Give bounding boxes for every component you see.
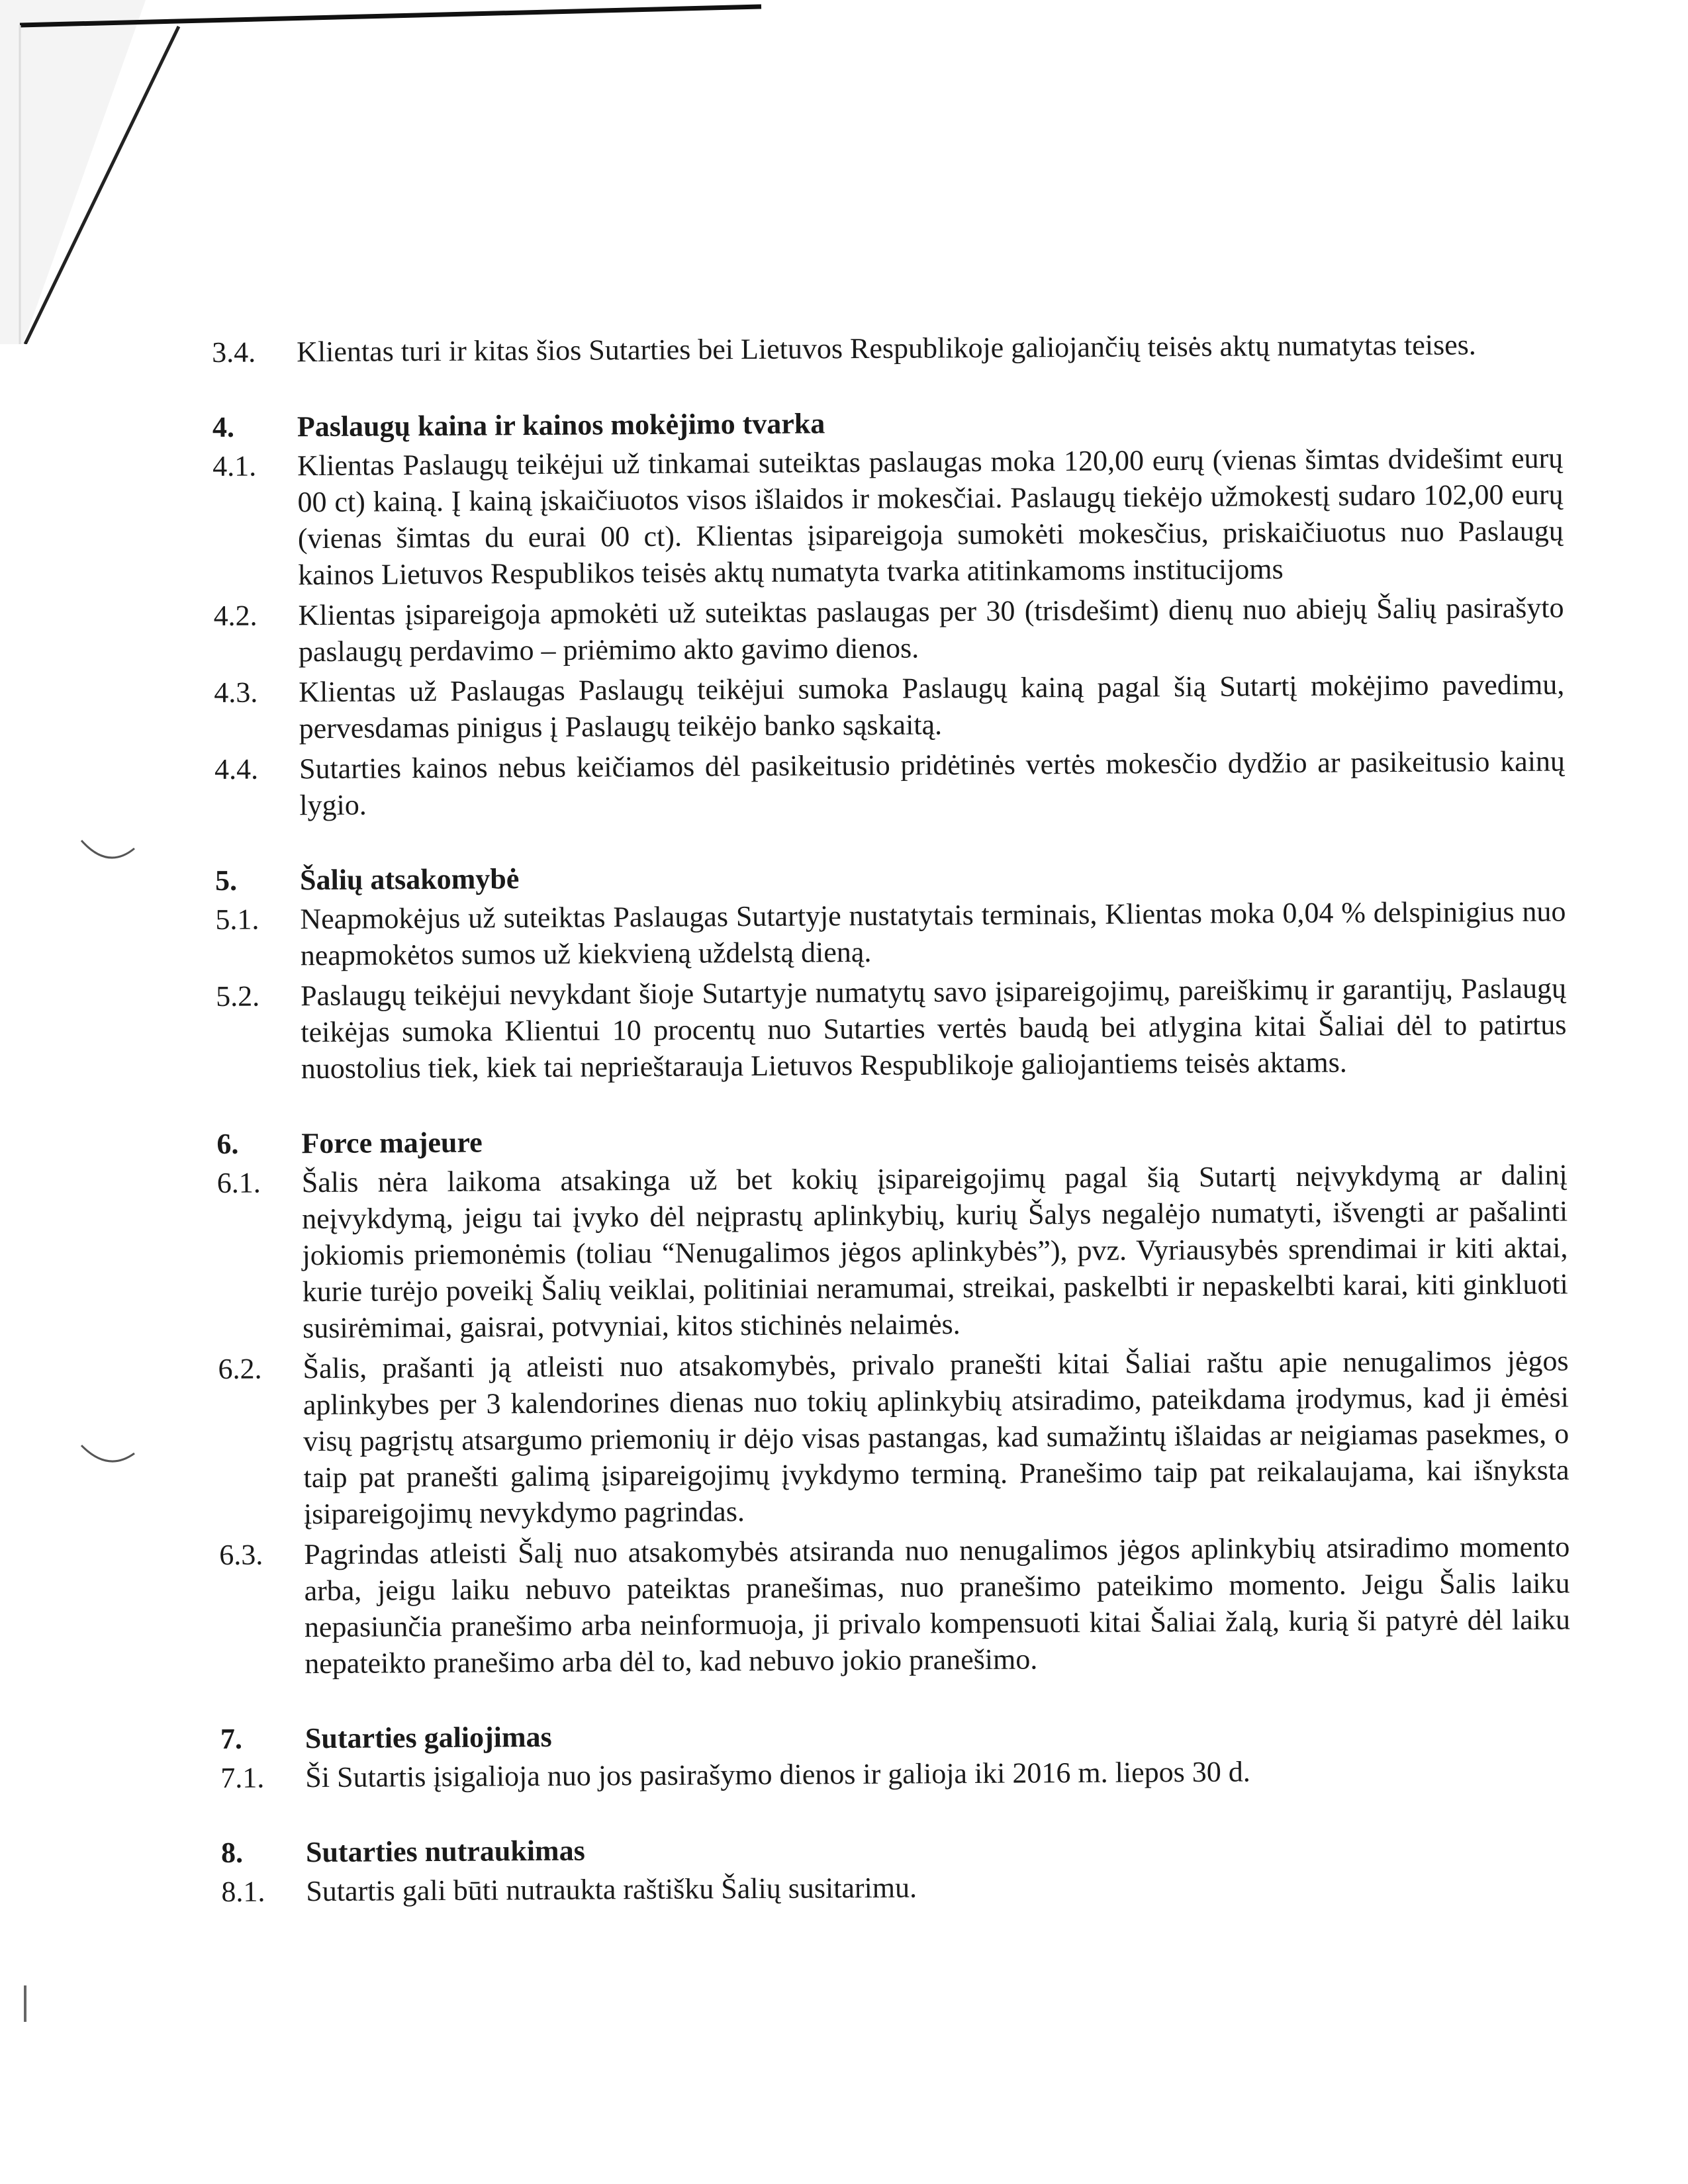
clause-number: 7.1. — [220, 1761, 265, 1794]
clause-number: 6.3. — [219, 1538, 263, 1571]
clause-number: 4.2. — [213, 599, 258, 632]
section-number: 4. — [212, 410, 235, 443]
section-number: 8. — [220, 1836, 244, 1869]
section-heading — [221, 1826, 1571, 1870]
margin-mark — [19, 1985, 32, 2025]
clause-number: 5.2. — [215, 979, 260, 1013]
clause-item — [216, 970, 1567, 1087]
clause-item — [215, 893, 1566, 974]
clause-item — [213, 590, 1564, 670]
clause-item — [214, 666, 1565, 747]
clause-text: Paslaugų teikėjui nevykdant šioje Sutartyje numatytų savo įsipareigojimų, pareiškimų ir garantijų, Paslaugų teikėjas sumoka Klientui 10 procentų nuo Sutarties vertės baudą bei atlygina kitai Šaliai dėl to patirtus nuostolius tiek, kiek tai neprieštarauja Lietuvos Respublikoje galiojantiems teisės aktams. — [300, 972, 1567, 1085]
clause-item — [214, 743, 1566, 824]
section-heading — [220, 1712, 1571, 1756]
clause-number: 6.1. — [216, 1166, 261, 1199]
clause-number: 5.1. — [215, 903, 259, 936]
section-title: Sutarties nutraukimas — [305, 1834, 585, 1869]
binder-hole-mark — [78, 1436, 138, 1476]
clause-number: 6.2. — [218, 1352, 262, 1385]
section-number: 5. — [214, 864, 238, 897]
clause-text: Sutartis gali būti nutraukta raštišku Šalių susitarimu. — [306, 1871, 917, 1908]
section-title: Paslaugų kaina ir kainos mokėjimo tvarka — [297, 407, 825, 443]
binder-hole-mark — [78, 834, 138, 874]
page-fold-edge — [0, 0, 1688, 344]
section-heading — [215, 854, 1566, 899]
section-title: Sutarties galiojimas — [305, 1720, 552, 1755]
section-number: 6. — [216, 1127, 239, 1160]
clause-text: Ši Sutartis įsigalioja nuo jos pasirašymo dienos ir galioja iki 2016 m. liepos 30 d. — [305, 1755, 1250, 1794]
clause-number: 4.3. — [214, 676, 258, 709]
section-number: 7. — [220, 1722, 243, 1755]
clause-text: Klientas turi ir kitas šios Sutarties bei Lietuvos Respublikoje galiojančių teisės aktų numatytas teises. — [297, 328, 1476, 369]
clause-number: 4.1. — [212, 449, 257, 482]
clause-text: Sutarties kainos nebus keičiamos dėl pasikeitusio pridėtinės vertės mokesčio dydžio ar pasikeitusio kainų lygio. — [299, 745, 1566, 822]
clause-text: Klientas Paslaugų teikėjui už tinkamai suteiktas paslaugas moka 120,00 eurų (vienas šimtas dvidešimt eurų 00 ct) kainą. Į kainą įskaičiuotos visos išlaidos ir mokesčiai. Paslaugų tiekėjo užmokestį sudaro 102,00 eurų (vienas šimtas du eurai 00 ct). Klientas įsipareigoja sumokėti mokesčius, priskaičiuotus nuo Paslaugų kainos Lietuvos Respublikos teisės aktų numatyta tvarka atitinkamoms institucijoms — [297, 441, 1564, 592]
clause-number: 8.1. — [221, 1875, 265, 1908]
clause-item — [219, 1529, 1570, 1682]
clause-text: Neapmokėjus už suteiktas Paslaugas Sutartyje nustatytais terminais, Klientas moka 0,04 % delspinigius nuo neapmokėtos sumos už kiekvieną uždelstą dieną. — [300, 895, 1566, 972]
clause-text: Šalis nėra laikoma atsakinga už bet kokių įsipareigojimų pagal šią Sutartį neįvykdymą ar dalinį neįvykdymą, jeigu tai įvyko dėl neįprastų aplinkybių, kurių Šalys negalėjo numatyti, išvengti ar pašalinti jokiomis priemonėmis (toliau “Nenugalimos jėgos aplinkybės”), pvz. Vyriausybės sprendimai ir kiti aktai, kurie turėjo poveikį Šalių veiklai, politiniai neramumai, streikai, paskelbti ir nepaskelbti karai, kiti ginkluoti susirėmimai, gaisrai, potvyniai, kitos stichinės nelaimės. — [301, 1158, 1568, 1345]
document-body — [212, 326, 1572, 1914]
section-heading — [212, 401, 1563, 445]
section-title: Šalių atsakomybė — [299, 862, 520, 897]
clause-number: 4.4. — [214, 752, 259, 786]
section-heading — [216, 1118, 1567, 1162]
clause-text: Pagrindas atleisti Šalį nuo atsakomybės atsiranda nuo nenugalimos jėgos aplinkybių atsiradimo momento arba, jeigu laiku nebuvo pateiktas pranešimas, nuo pranešimo pateikimo momento. Jeigu Šalis laiku nepasiunčia pranešimo arba neinformuoja, ji privalo kompensuoti kitai Šaliai žalą, kurią ši patyrė dėl laiku nepateikto pranešimo arba dėl to, kad nebuvo jokio pranešimo. — [304, 1530, 1571, 1680]
clause-item — [218, 1343, 1570, 1533]
clause-text: Klientas įsipareigoja apmokėti už suteiktas paslaugas per 30 (trisdešimt) dienų nuo abiejų Šalių pasirašyto paslaugų perdavimo – priėmimo akto gavimo dienos. — [298, 591, 1564, 668]
section-title: Force majeure — [301, 1126, 483, 1160]
clause-item — [212, 440, 1564, 594]
clause-number: 3.4. — [212, 336, 256, 369]
clause-text: Klientas už Paslaugas Paslaugų teikėjui sumoka Paslaugų kainą pagal šią Sutartį mokėjimo pavedimu, pervesdamas pinigus į Paslaugų teikėjo banko sąskaitą. — [299, 668, 1565, 745]
clause-item — [217, 1157, 1569, 1347]
clause-text: Šalis, prašanti ją atleisti nuo atsakomybės, privalo pranešti kitai Šaliai raštu apie nenugalimos jėgos aplinkybes per 3 kalendorines dienas nuo tokių aplinkybių atsiradimo, pateikdama įrodymus, kad ji ėmėsi visų pagrįstų atsargumo priemonių ir dėjo visas pastangas, kad sumažintų išlaidas ar neigiamas pasekmes, o taip pat pranešti galimą įsipareigojimų įvykdymo terminą. Pranešimo taip pat reikalaujama, kai išnyksta įsipareigojimų nevykdymo pagrindas. — [303, 1344, 1570, 1531]
